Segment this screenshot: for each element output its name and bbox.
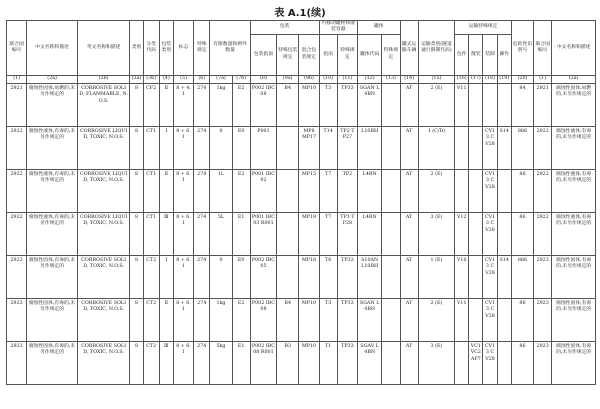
class: 8 [130, 341, 143, 384]
packing-instruction: P001 IBC02 [250, 169, 276, 212]
tank-instruction: T1 [319, 341, 337, 384]
column-number: (18) [483, 75, 497, 83]
excepted-quantity: E1 [232, 212, 250, 255]
header-class-code: 分类代码 [143, 21, 159, 76]
special-bulk [469, 298, 483, 341]
un-number: 2922 [7, 126, 27, 169]
special-packages [455, 169, 469, 212]
rtank-special [382, 298, 400, 341]
special-bulk [469, 255, 483, 298]
header-class: 类别 [130, 21, 143, 76]
header-tank-special: 特殊规定 [337, 34, 357, 75]
rtank-code: SGAV L4BN [358, 341, 382, 384]
mixed-packing: MP15 [299, 169, 319, 212]
dangerous-goods-table [6, 20, 596, 385]
mixed-packing: MP8 MP17 [299, 126, 319, 169]
tank-special: TP2 [337, 169, 357, 212]
special-operation [497, 83, 511, 126]
header-pack-group: 包装类别 [159, 21, 173, 76]
header-operation: 操作 [497, 34, 511, 75]
special-operation [497, 169, 511, 212]
special-packing [277, 212, 299, 255]
table-row [7, 126, 596, 169]
packing-instruction: P001 IBC03 R001 [250, 212, 276, 255]
chinese-name-right: 腐蚀性固体,有毒的,未另作规定的 [552, 298, 596, 341]
special-packing: B3 [277, 341, 299, 384]
header-transport-special: 运输特殊规定 [455, 21, 512, 35]
header-row-top [7, 21, 596, 35]
un-number-right: 2922 [534, 126, 552, 169]
column-number: (19) [497, 75, 511, 83]
english-name: CORROSIVE LIQUID, TOXIC, N.O.S. [77, 169, 130, 212]
special-loading: CV13 CV28 [483, 255, 497, 298]
tank-vehicle: AT [400, 126, 418, 169]
tank-instruction: T7 [319, 212, 337, 255]
transport-category: 3 (E) [418, 341, 454, 384]
special-packages: V10 [455, 255, 469, 298]
header-tank-instr: 指南 [319, 34, 337, 75]
tank-vehicle: AT [400, 341, 418, 384]
excepted-quantity: E2 [232, 169, 250, 212]
packing-instruction: P002 IBC05 [250, 255, 276, 298]
header-hazard-id: 危险性识别号 [511, 21, 533, 76]
special-provisions: 274 [194, 83, 210, 126]
un-number: 2923 [7, 255, 27, 298]
limited-quantity: 5kg [210, 341, 232, 384]
header-pkg: 包件 [455, 34, 469, 75]
header-pack-special: 特殊包装规定 [277, 34, 299, 75]
column-number: (2a) [552, 75, 596, 83]
header-bulk: 散装 [469, 34, 483, 75]
limited-quantity: 0 [210, 255, 232, 298]
chinese-name-right: 腐蚀性固体,有毒的,未另作规定的 [552, 255, 596, 298]
transport-category: 2 (E) [418, 298, 454, 341]
tank-special: TP33 [337, 83, 357, 126]
chinese-name: 腐蚀性液体,有毒的,未另作规定的 [27, 212, 78, 255]
column-number: (7b) [232, 75, 250, 83]
packing-group: Ⅱ [159, 169, 173, 212]
column-number: (17) [469, 75, 483, 83]
special-provisions: 274 [194, 341, 210, 384]
rtank-special [382, 169, 400, 212]
transport-category: 1 (C/D) [418, 126, 454, 169]
packing-instruction: P001 [250, 126, 276, 169]
class: 8 [130, 255, 143, 298]
special-provisions: 274 [194, 212, 210, 255]
special-operation: S14 [497, 126, 511, 169]
special-packages [455, 126, 469, 169]
header-vehicle: 罐式运输车辆 [400, 21, 418, 76]
column-number: (1) [7, 75, 27, 83]
tank-special: TP2 TP27 [337, 126, 357, 169]
special-packages: V12 [455, 212, 469, 255]
chinese-name: 腐蚀性固体,有毒的,未另作规定的 [27, 255, 78, 298]
column-number: (3b) [143, 75, 159, 83]
header-transport-cat: 运输类别(隧道通行限制代码) [418, 21, 454, 76]
hazard-id: 886 [511, 126, 533, 169]
chinese-name-right: 腐蚀性液体,有毒的,未另作规定的 [552, 169, 596, 212]
un-number: 2922 [7, 169, 27, 212]
tank-instruction: T14 [319, 126, 337, 169]
column-number: (15) [418, 75, 454, 83]
labels: 8 + 6.1 [173, 255, 193, 298]
special-loading: CV13 CV28 [483, 298, 497, 341]
rtank-code: SGAN L4BN [358, 83, 382, 126]
labels: 8 + 6.1 [173, 212, 193, 255]
column-number: (11) [337, 75, 357, 83]
packing-group: Ⅰ [159, 255, 173, 298]
english-name: CORROSIVE LIQUID, TOXIC, N.O.S. [77, 212, 130, 255]
column-number: (4) [159, 75, 173, 83]
header-rtank-special: 特殊规定 [382, 34, 400, 75]
header-labels: 标志 [173, 21, 193, 76]
mixed-packing: MP19 [299, 212, 319, 255]
un-number-right: 2922 [534, 169, 552, 212]
special-operation: S14 [497, 255, 511, 298]
table-row [7, 341, 596, 384]
table-row [7, 255, 596, 298]
header-special-prov: 特殊规定 [194, 21, 210, 76]
un-number: 2921 [7, 83, 27, 126]
rtank-code: L4BN [358, 212, 382, 255]
header-cn-name-right: 中文名称和描述 [552, 21, 596, 76]
column-number: (9a) [277, 75, 299, 83]
chinese-name: 腐蚀性固体,易燃的,未另作规定的 [27, 83, 78, 126]
class: 8 [130, 169, 143, 212]
packing-instruction: P002 IBC08 [250, 298, 276, 341]
tank-special: TP33 [337, 341, 357, 384]
header-un-no-right: 联合国编号 [534, 21, 552, 76]
header-mixed-pack: 混合包装规定 [299, 34, 319, 75]
table-row [7, 83, 596, 126]
rtank-special [382, 83, 400, 126]
column-number: (12) [358, 75, 382, 83]
column-number: (2a) [27, 75, 78, 83]
rtank-special [382, 341, 400, 384]
header-un-no: 联合国编号 [7, 21, 27, 76]
labels: 8 + 4.1 [173, 83, 193, 126]
tank-instruction: T6 [319, 255, 337, 298]
limited-quantity: 1kg [210, 83, 232, 126]
tank-special: TP1 TP28 [337, 212, 357, 255]
excepted-quantity: E2 [232, 83, 250, 126]
special-loading: CV13 CV28 [483, 341, 497, 384]
column-number: (14) [400, 75, 418, 83]
packing-instruction: P002 IBC08 [250, 83, 276, 126]
special-loading: CV13 CV28 [483, 126, 497, 169]
transport-category: 2 (E) [418, 169, 454, 212]
column-number: (5) [173, 75, 193, 83]
tank-instruction: T3 [319, 83, 337, 126]
special-operation [497, 212, 511, 255]
class: 8 [130, 83, 143, 126]
packing-group: Ⅱ [159, 83, 173, 126]
column-number-row [7, 75, 596, 83]
column-number: (9b) [299, 75, 319, 83]
special-provisions: 274 [194, 298, 210, 341]
column-number: (10) [319, 75, 337, 83]
header-packing-group: 包装 [250, 21, 319, 35]
header-tank-group: 可移动罐柜和散装容器 [319, 21, 357, 35]
chinese-name: 腐蚀性液体,有毒的,未另作规定的 [27, 169, 78, 212]
chinese-name: 腐蚀性固体,有毒的,未另作规定的 [27, 341, 78, 384]
class-code: CT1 [143, 212, 159, 255]
tank-vehicle: AT [400, 298, 418, 341]
column-number: (20) [511, 75, 533, 83]
special-provisions: 274 [194, 169, 210, 212]
english-name: CORROSIVE SOLID, TOXIC, N.O.S. [77, 298, 130, 341]
tank-instruction: T3 [319, 298, 337, 341]
header-loading: 装卸 [483, 34, 497, 75]
special-bulk: VC1 VC2 AP7 [469, 341, 483, 384]
class-code: CT1 [143, 126, 159, 169]
header-rtank-code: 罐体代码 [358, 34, 382, 75]
excepted-quantity: E0 [232, 126, 250, 169]
special-packing [277, 255, 299, 298]
transport-category: 2 (E) [418, 83, 454, 126]
rtank-code: SGAN L4BN [358, 298, 382, 341]
table-row [7, 169, 596, 212]
un-number: 2923 [7, 298, 27, 341]
special-loading: CV13 CV28 [483, 169, 497, 212]
column-number: (7a) [210, 75, 232, 83]
limited-quantity: 1L [210, 169, 232, 212]
special-provisions: 274 [194, 126, 210, 169]
hazard-id: 86 [511, 298, 533, 341]
transport-category: 3 (E) [418, 212, 454, 255]
special-bulk [469, 212, 483, 255]
class-code: CT2 [143, 298, 159, 341]
mixed-packing: MP10 [299, 298, 319, 341]
class-code: CT1 [143, 169, 159, 212]
column-number: (1) [534, 75, 552, 83]
header-limited-qty: 有限数量和例外数量 [210, 21, 250, 76]
labels: 8 + 6.1 [173, 169, 193, 212]
tank-vehicle: AT [400, 169, 418, 212]
rtank-special [382, 126, 400, 169]
class: 8 [130, 126, 143, 169]
special-packing [277, 126, 299, 169]
tank-vehicle: AT [400, 255, 418, 298]
hazard-id: 86 [511, 169, 533, 212]
excepted-quantity: E2 [232, 298, 250, 341]
mixed-packing: MP10 [299, 83, 319, 126]
special-bulk [469, 83, 483, 126]
class: 8 [130, 212, 143, 255]
special-packages: V11 [455, 83, 469, 126]
class: 8 [130, 298, 143, 341]
table-title: 表 A.1(续) [274, 8, 326, 19]
chinese-name: 腐蚀性液体,有毒的,未另作规定的 [27, 126, 78, 169]
class-code: CF2 [143, 83, 159, 126]
special-loading [483, 83, 497, 126]
rtank-special [382, 255, 400, 298]
english-name: CORROSIVE SOLID, FLAMMABLE, N.O.S. [77, 83, 130, 126]
header-pack-instr: 包装指南 [250, 34, 276, 75]
special-packing: B4 [277, 298, 299, 341]
excepted-quantity: E1 [232, 341, 250, 384]
mixed-packing: MP18 [299, 255, 319, 298]
tank-vehicle: AT [400, 212, 418, 255]
limited-quantity: 1kg [210, 298, 232, 341]
packing-group: Ⅱ [159, 298, 173, 341]
english-name: CORROSIVE LIQUID, TOXIC, N.O.S. [77, 126, 130, 169]
english-name: CORROSIVE SOLID, TOXIC, N.O.S. [77, 341, 130, 384]
column-number: (6) [194, 75, 210, 83]
hazard-id: 86 [511, 341, 533, 384]
packing-instruction: P002 IBC08 R001 [250, 341, 276, 384]
un-number-right: 2923 [534, 298, 552, 341]
un-number-right: 2922 [534, 212, 552, 255]
column-number: (2b) [77, 75, 130, 83]
special-packing: B4 [277, 83, 299, 126]
special-provisions: 274 [194, 255, 210, 298]
un-number: 2922 [7, 212, 27, 255]
chinese-name-right: 腐蚀性液体,有毒的,未另作规定的 [552, 126, 596, 169]
excepted-quantity: E0 [232, 255, 250, 298]
english-name: CORROSIVE SOLID, TOXIC, N.O.S. [77, 255, 130, 298]
special-bulk [469, 169, 483, 212]
special-packing [277, 169, 299, 212]
special-packages: V11 [455, 298, 469, 341]
special-bulk [469, 126, 483, 169]
rtank-code: L10BH [358, 126, 382, 169]
un-number-right: 2921 [534, 83, 552, 126]
limited-quantity: 0 [210, 126, 232, 169]
hazard-id: 886 [511, 255, 533, 298]
chinese-name-right: 腐蚀性液体,有毒的,未另作规定的 [552, 212, 596, 255]
packing-group: Ⅰ [159, 126, 173, 169]
header-rtank-group: 罐体 [358, 21, 401, 35]
un-number-right: 2923 [534, 255, 552, 298]
labels: 8 + 6.1 [173, 341, 193, 384]
chinese-name-right: 腐蚀性固体,有毒的,未另作规定的 [552, 341, 596, 384]
un-number: 2923 [7, 341, 27, 384]
tank-instruction: T7 [319, 169, 337, 212]
tank-special: TP33 [337, 255, 357, 298]
special-operation [497, 341, 511, 384]
transport-category: 1 (E) [418, 255, 454, 298]
limited-quantity: 5L [210, 212, 232, 255]
column-number: (3a) [130, 75, 143, 83]
hazard-id: 84 [511, 83, 533, 126]
labels: 8 + 6.1 [173, 126, 193, 169]
tank-vehicle: AT [400, 83, 418, 126]
special-packages [455, 341, 469, 384]
table-body [7, 83, 596, 384]
rtank-code: L4BN [358, 169, 382, 212]
table-row [7, 212, 596, 255]
class-code: CT2 [143, 255, 159, 298]
class-code: CT2 [143, 341, 159, 384]
tank-special: TP33 [337, 298, 357, 341]
mixed-packing: MP10 [299, 341, 319, 384]
packing-group: Ⅲ [159, 212, 173, 255]
header-en-name: 英文名称和描述 [77, 21, 130, 76]
chinese-name-right: 腐蚀性固体,易燃的,未另作规定的 [552, 83, 596, 126]
column-number: (13) [382, 75, 400, 83]
rtank-special [382, 212, 400, 255]
packing-group: Ⅲ [159, 341, 173, 384]
chinese-name: 腐蚀性固体,有毒的,未另作规定的 [27, 298, 78, 341]
un-number-right: 2923 [534, 341, 552, 384]
labels: 8 + 6.1 [173, 298, 193, 341]
special-loading: CV13 CV28 [483, 212, 497, 255]
header-cn-name: 中文名称和描述 [27, 21, 78, 76]
rtank-code: S10AN L10BH [358, 255, 382, 298]
special-operation [497, 298, 511, 341]
table-row [7, 298, 596, 341]
column-number: (8) [250, 75, 276, 83]
column-number: (16) [455, 75, 469, 83]
hazard-id: 86 [511, 212, 533, 255]
